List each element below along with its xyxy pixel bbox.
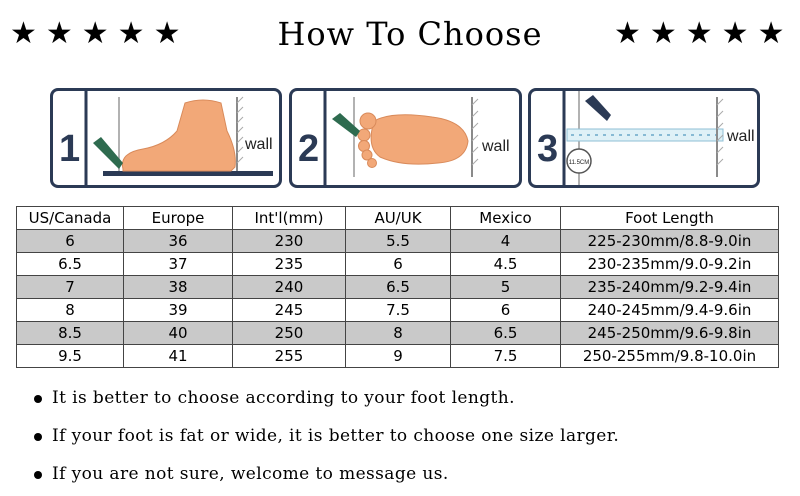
cell-europe: 36 (124, 230, 233, 253)
header (0, 0, 800, 70)
step-3-measure-label: 11.5CM (568, 160, 590, 166)
cell-intl-mm: 240 (233, 276, 346, 299)
header-mexico: Mexico (451, 207, 561, 230)
stars-left-icon: ★★★★★ (10, 17, 190, 50)
header-foot-length: Foot Length (561, 207, 779, 230)
cell-us-canada: 8 (17, 299, 124, 322)
cell-foot-length: 230-235mm/9.0-9.2in (561, 253, 779, 276)
step-1-number: 1 (59, 128, 81, 170)
table-row (17, 299, 779, 322)
tip-text: It is better to choose according to your foot length. (52, 388, 515, 408)
bullet-icon (34, 395, 42, 403)
cell-au-uk: 7.5 (346, 299, 451, 322)
step-2-wall-label: wall (482, 138, 510, 155)
cell-europe: 41 (124, 345, 233, 368)
tip-text: If your foot is fat or wide, it is better to choose one size larger. (52, 426, 620, 446)
page-title: How To Choose (277, 15, 543, 53)
step-3-illustration (531, 91, 757, 185)
step-3-panel (528, 88, 760, 188)
cell-mexico: 4 (451, 230, 561, 253)
cell-foot-length: 225-230mm/8.8-9.0in (561, 230, 779, 253)
header-us-canada: US/Canada (17, 207, 124, 230)
cell-europe: 40 (124, 322, 233, 345)
table-row (17, 230, 779, 253)
cell-us-canada: 7 (17, 276, 124, 299)
cell-foot-length: 240-245mm/9.4-9.6in (561, 299, 779, 322)
list-item (32, 458, 792, 496)
bullet-icon (34, 433, 42, 441)
header-europe: Europe (124, 207, 233, 230)
cell-europe: 39 (124, 299, 233, 322)
table-row (17, 322, 779, 345)
cell-intl-mm: 250 (233, 322, 346, 345)
cell-us-canada: 6 (17, 230, 124, 253)
cell-mexico: 6 (451, 299, 561, 322)
cell-intl-mm: 235 (233, 253, 346, 276)
cell-us-canada: 8.5 (17, 322, 124, 345)
step-1-illustration (53, 91, 279, 185)
cell-europe: 37 (124, 253, 233, 276)
cell-mexico: 5 (451, 276, 561, 299)
table-header-row (17, 207, 779, 230)
step-1-wall-label: wall (245, 136, 273, 153)
cell-us-canada: 9.5 (17, 345, 124, 368)
cell-mexico: 7.5 (451, 345, 561, 368)
table-row (17, 345, 779, 368)
step-2-illustration (292, 91, 519, 185)
pencil-icon (332, 113, 360, 137)
cell-au-uk: 5.5 (346, 230, 451, 253)
bullet-icon (34, 471, 42, 479)
list-item (32, 420, 792, 458)
step-3-number: 3 (537, 128, 559, 170)
header-au-uk: AU/UK (346, 207, 451, 230)
foot-side-shape (122, 100, 235, 171)
table-row (17, 276, 779, 299)
cell-europe: 38 (124, 276, 233, 299)
cell-us-canada: 6.5 (17, 253, 124, 276)
table-row (17, 253, 779, 276)
cell-au-uk: 9 (346, 345, 451, 368)
cell-foot-length: 245-250mm/9.6-9.8in (561, 322, 779, 345)
foot-top-shape (371, 115, 468, 164)
step-1-panel (50, 88, 282, 188)
header-intl-mm: Int'l(mm) (233, 207, 346, 230)
cell-au-uk: 6 (346, 253, 451, 276)
measurement-steps (0, 88, 800, 192)
step-3-wall-label: wall (727, 128, 755, 145)
tip-text: If you are not sure, welcome to message us. (52, 464, 449, 484)
stars-right-icon: ★★★★★ (614, 17, 794, 50)
list-item (32, 382, 792, 420)
step-2-number: 2 (298, 128, 320, 170)
cell-mexico: 4.5 (451, 253, 561, 276)
cell-foot-length: 250-255mm/9.8-10.0in (561, 345, 779, 368)
cell-au-uk: 6.5 (346, 276, 451, 299)
cell-intl-mm: 230 (233, 230, 346, 253)
step-2-panel (289, 88, 522, 188)
tips-list (32, 382, 792, 496)
cell-intl-mm: 255 (233, 345, 346, 368)
size-chart-table (16, 206, 779, 368)
cell-foot-length: 235-240mm/9.2-9.4in (561, 276, 779, 299)
cell-au-uk: 8 (346, 322, 451, 345)
pencil-icon (585, 95, 611, 121)
cell-intl-mm: 245 (233, 299, 346, 322)
cell-mexico: 6.5 (451, 322, 561, 345)
